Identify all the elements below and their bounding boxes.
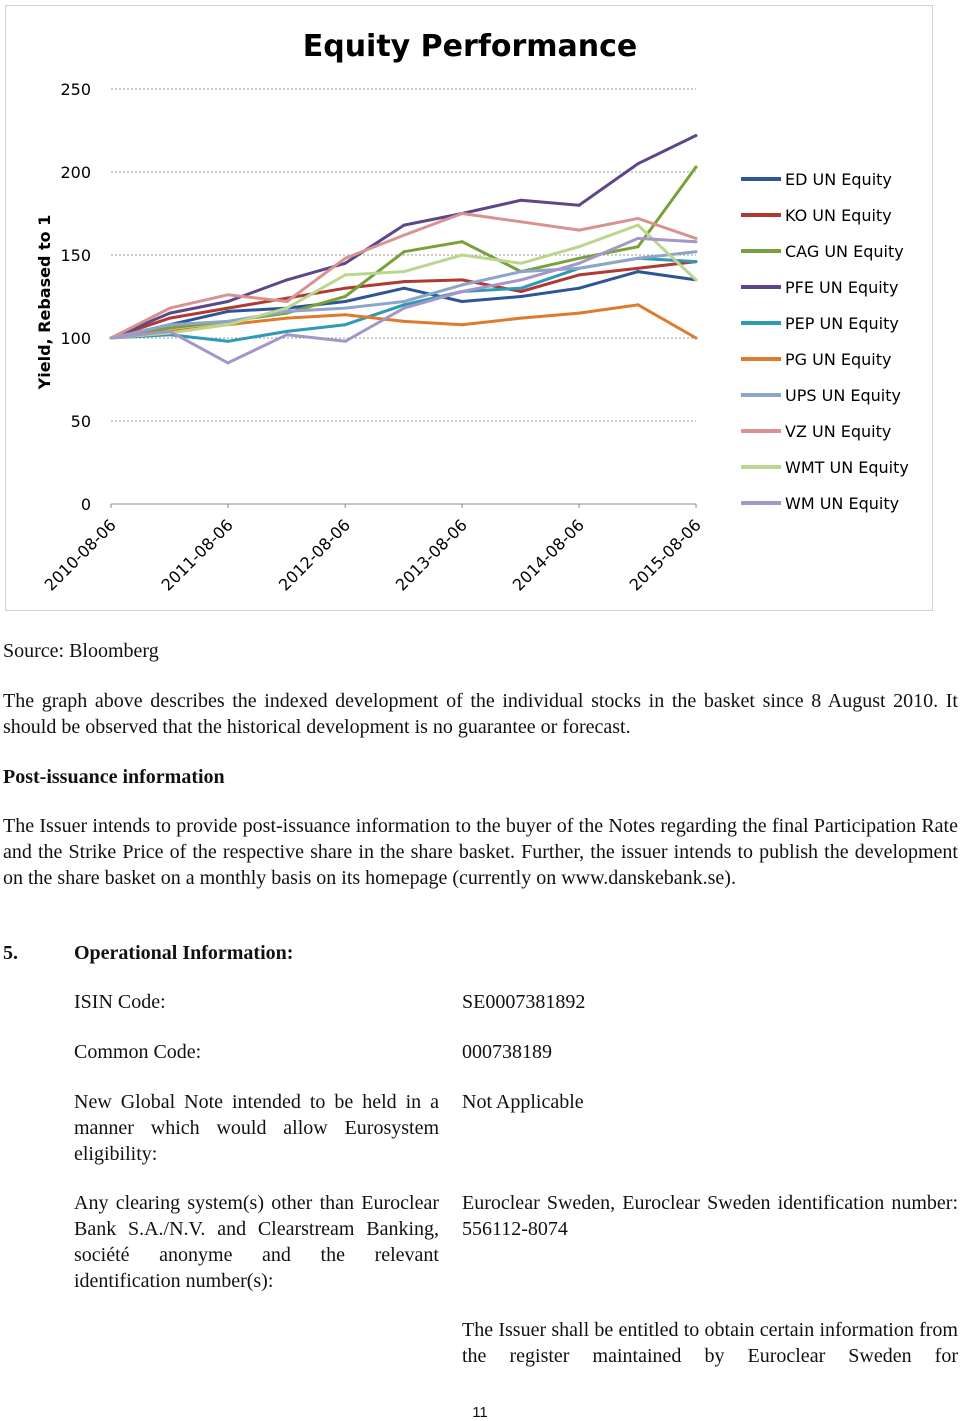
data-point [168,307,171,310]
clearing-system-label: Any clearing system(s) other than Euroclear Bank S.A./N.V. and Clearstream Banking, société anonyme and the relevant identification number(s): [74,1192,439,1292]
data-point [344,273,347,276]
data-point [520,262,523,265]
data-point [461,240,464,243]
y-tick-label: 100 [60,329,91,348]
data-point [110,337,113,340]
data-point [461,323,464,326]
data-point [461,254,464,257]
data-point [637,303,640,306]
data-point [520,199,523,202]
legend-item-cag [741,242,904,261]
data-point [344,340,347,343]
data-point [285,317,288,320]
data-point [403,287,406,290]
data-point [520,270,523,273]
data-point [695,237,698,240]
data-point [168,327,171,330]
data-point [695,134,698,137]
legend-label: KO UN Equity [785,206,892,225]
legend-label: WM UN Equity [785,494,900,513]
x-tick-label: 2010-08-06 [40,515,120,595]
y-tick-label: 200 [60,163,91,182]
data-point [578,204,581,207]
legend-item-wm [741,494,899,513]
data-point [285,333,288,336]
legend-item-wmt [741,458,909,477]
data-point [226,340,229,343]
new-global-note-value: Not Applicable [462,1091,584,1113]
data-point [578,245,581,248]
data-point [520,295,523,298]
data-point [520,317,523,320]
data-point [403,224,406,227]
data-point [344,262,347,265]
legend-label: VZ UN Equity [785,422,892,441]
legend-label: PFE UN Equity [785,278,899,297]
data-point [637,217,640,220]
legend-item-ko [741,206,892,225]
legend-label: UPS UN Equity [785,386,901,405]
data-point [285,278,288,281]
data-point [461,283,464,286]
data-point [226,320,229,323]
y-axis-label: Yield, Rebased to 1 [35,214,54,390]
section-number: 5. [3,942,18,964]
data-point [520,290,523,293]
page-number: 11 [472,1404,488,1421]
chart-frame [5,5,933,611]
data-point [578,267,581,270]
data-point [578,229,581,232]
data-point [637,224,640,227]
legend-item-pfe [741,278,898,297]
data-point [168,312,171,315]
data-point [578,273,581,276]
equity-performance-chart [6,6,934,612]
data-point [578,312,581,315]
legend-item-ups [741,386,901,405]
y-tick-label: 0 [80,495,91,514]
data-point [344,307,347,310]
data-point [226,300,229,303]
data-point [695,240,698,243]
data-point [578,262,581,265]
data-point [637,257,640,260]
data-point [226,323,229,326]
data-point [168,317,171,320]
post-issuance-paragraph: The Issuer intends to provide post-issuance information to the buyer of the Notes regarding the final Participation Rate and the Strike Price of the respective share in the share basket. Further, the issuer intends to publish the development on the share basket on a monthly basis on its homepage (currently on www.danskebank.se). [3,815,958,889]
common-code-value: 000738189 [462,1041,552,1063]
legend-item-pep [741,314,899,333]
data-point [344,300,347,303]
data-point [403,250,406,253]
legend-item-ed [741,170,892,189]
data-point [226,307,229,310]
data-point [403,234,406,237]
data-point [461,212,464,215]
y-tick-label: 50 [70,412,91,431]
data-point [226,361,229,364]
chart-title: Equity Performance [302,29,638,64]
graph-description: The graph above describes the indexed development of the individual stocks in the basket since 8 August 2010. It should be observed that the historical development is no guarantee or forecast. [3,690,958,738]
section-title: Operational Information: [74,942,294,964]
y-tick-label: 150 [60,246,91,265]
data-point [637,245,640,248]
data-point [344,295,347,298]
isin-code-label: ISIN Code: [74,991,166,1013]
data-point [695,166,698,169]
data-point [578,287,581,290]
data-point [403,303,406,306]
data-point [695,260,698,263]
data-point [695,250,698,253]
data-point [344,313,347,316]
data-point [461,300,464,303]
data-point [226,293,229,296]
data-point [520,278,523,281]
data-point [168,330,171,333]
legend-label: CAG UN Equity [785,242,904,261]
new-global-note-label: New Global Note intended to be held in a manner which would allow Eurosystem eligibility: [74,1091,439,1165]
common-code-label: Common Code: [74,1041,202,1063]
data-point [344,257,347,260]
legend-label: PEP UN Equity [785,314,899,333]
post-issuance-heading: Post-issuance information [3,766,225,788]
data-point [637,270,640,273]
data-point [403,270,406,273]
data-point [403,320,406,323]
data-point [695,278,698,281]
data-point [285,330,288,333]
chart-source: Source: Bloomberg [3,640,159,662]
x-tick-label: 2014-08-06 [508,515,588,595]
y-tick-label: 250 [60,80,91,99]
data-point [344,323,347,326]
data-point [403,307,406,310]
data-point [226,310,229,313]
data-point [695,337,698,340]
data-point [285,300,288,303]
data-point [403,280,406,283]
data-point [403,300,406,303]
data-point [637,237,640,240]
x-tick-label: 2013-08-06 [391,515,471,595]
clearing-system-value: Euroclear Sweden, Euroclear Sweden identification number: 556112-8074 [462,1192,958,1240]
data-point [461,290,464,293]
data-point [461,278,464,281]
data-point [520,220,523,223]
data-point [285,310,288,313]
x-tick-label: 2012-08-06 [274,515,355,595]
legend-label: WMT UN Equity [785,458,909,477]
x-tick-label: 2011-08-06 [157,515,237,595]
x-tick-label: 2015-08-06 [625,515,705,595]
data-point [520,287,523,290]
issuer-register-note: The Issuer shall be entitled to obtain certain information from the register maintained by Euroclear Sweden for [462,1319,958,1367]
legend-label: PG UN Equity [785,350,892,369]
data-point [344,287,347,290]
data-point [637,267,640,270]
data-point [578,257,581,260]
data-point [285,307,288,310]
isin-code-value: SE0007381892 [462,991,586,1013]
data-point [168,323,171,326]
data-point [637,162,640,165]
legend-label: ED UN Equity [785,170,892,189]
legend-item-pg [741,350,892,369]
legend-item-vz [741,422,891,441]
